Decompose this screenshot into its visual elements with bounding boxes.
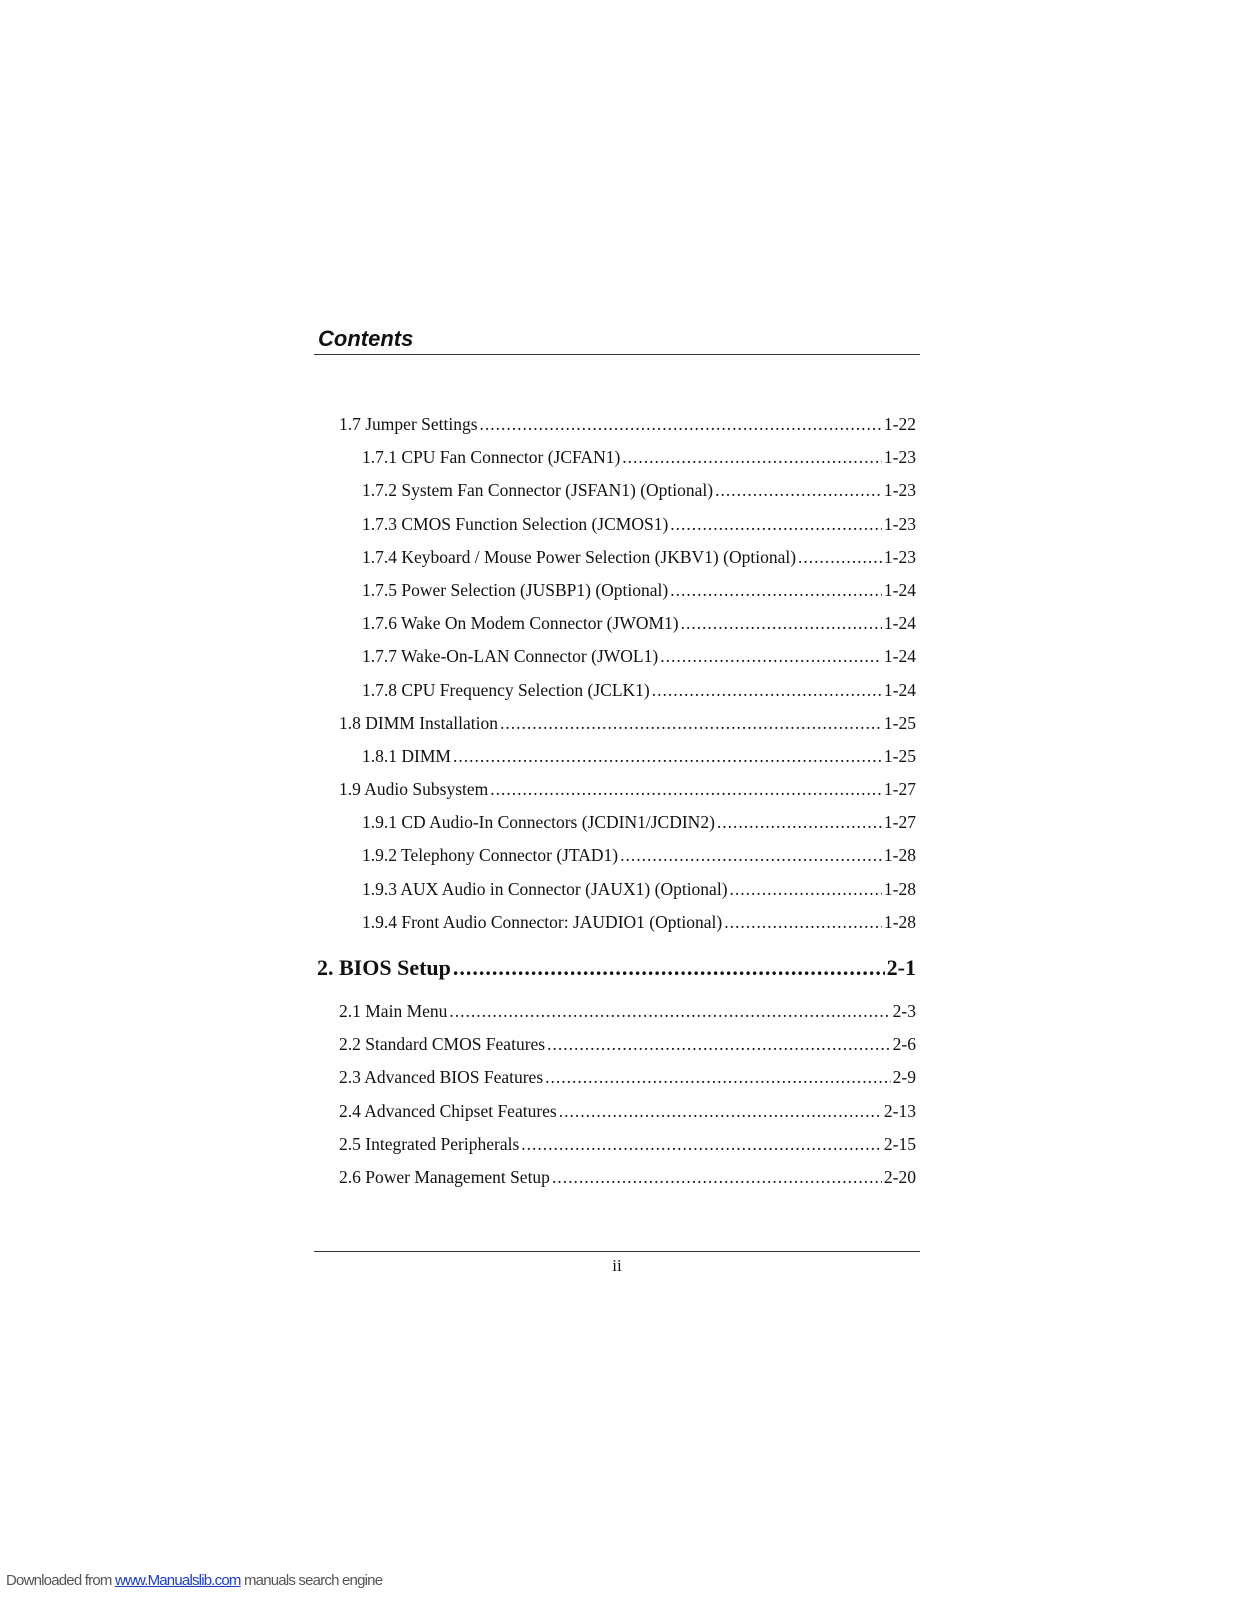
toc-entry[interactable] [314, 713, 920, 746]
header-divider [314, 354, 920, 355]
toc-entry-label: 2.3 Advanced BIOS Features [339, 1067, 544, 1088]
toc-entry-label: 1.9.2 Telephony Connector (JTAD1) [362, 845, 619, 866]
toc-entry-page: 2-13 [883, 1100, 916, 1121]
toc-leader-dots [798, 547, 882, 568]
toc-entry-label: 1.8.1 DIMM [362, 745, 451, 766]
toc-entry-label: 2.6 Power Management Setup [339, 1166, 550, 1187]
toc-entry-label: 1.8 DIMM Installation [339, 712, 498, 733]
toc-leader-dots [652, 680, 882, 701]
toc-leader-dots [490, 779, 882, 800]
toc-leader-dots [670, 514, 882, 535]
toc-entry-label: 2.4 Advanced Chipset Features [339, 1100, 557, 1121]
toc-leader-dots [717, 812, 882, 833]
toc-entry-page: 2-6 [892, 1034, 916, 1055]
toc-entry-page: 1-23 [883, 447, 916, 468]
toc-entry-label: 1.7.7 Wake-On-LAN Connector (JWOL1) [362, 646, 659, 667]
manualslib-link[interactable]: www.Manualslib.com [114, 1572, 241, 1589]
toc-leader-dots [715, 480, 882, 501]
toc-entry[interactable] [314, 1001, 920, 1034]
toc-entry-page: 1-25 [883, 745, 916, 766]
toc-entry-page: 1-23 [883, 480, 916, 501]
table-of-contents [314, 414, 920, 1200]
toc-entry-label: 1.9.4 Front Audio Connector: JAUDIO1 (Optional) [362, 911, 723, 932]
footer-divider [314, 1251, 920, 1252]
toc-entry-page: 1-27 [883, 812, 916, 833]
toc-leader-dots [453, 955, 885, 981]
toc-entry-page: 2-1 [886, 955, 916, 980]
toc-entry[interactable] [314, 879, 920, 912]
toc-entry[interactable] [314, 1167, 920, 1200]
toc-entry[interactable] [314, 1067, 920, 1100]
toc-entry-page: 1-23 [883, 546, 916, 567]
toc-leader-dots [681, 613, 882, 634]
watermark-prefix: Downloaded from [6, 1572, 115, 1589]
toc-leader-dots [724, 912, 882, 933]
toc-entry-page: 1-28 [883, 911, 916, 932]
toc-entry-page: 1-24 [883, 679, 916, 700]
toc-entry[interactable] [314, 779, 920, 812]
toc-entry[interactable] [314, 447, 920, 480]
toc-entry-label: 1.9.1 CD Audio-In Connectors (JCDIN1/JCDIN2) [362, 812, 715, 833]
toc-entry[interactable] [314, 514, 920, 547]
toc-leader-dots [521, 1134, 882, 1155]
toc-entry[interactable] [314, 547, 920, 580]
toc-entry[interactable] [314, 646, 920, 679]
toc-entry-page: 1-28 [883, 878, 916, 899]
page-number: ii [612, 1256, 622, 1275]
toc-entry-page: 1-28 [883, 845, 916, 866]
toc-entry[interactable] [314, 1134, 920, 1167]
toc-leader-dots [449, 1001, 890, 1022]
toc-entry-page: 1-24 [883, 646, 916, 667]
toc-entry[interactable] [314, 812, 920, 845]
toc-entry-page: 1-24 [883, 579, 916, 600]
toc-entry-label: 2.1 Main Menu [339, 1001, 448, 1021]
toc-leader-dots [480, 414, 882, 435]
toc-leader-dots [559, 1101, 882, 1122]
toc-leader-dots [545, 1067, 891, 1088]
download-watermark [6, 1572, 382, 1589]
toc-entry[interactable] [314, 746, 920, 779]
toc-entry[interactable] [314, 1101, 920, 1134]
toc-entry-page: 1-22 [883, 414, 916, 434]
toc-leader-dots [622, 447, 882, 468]
toc-entry-page: 2-3 [892, 1001, 916, 1021]
toc-leader-dots [670, 580, 882, 601]
toc-entry[interactable] [314, 1034, 920, 1067]
toc-entry-label: 2. BIOS Setup [317, 955, 451, 980]
toc-entry-label: 1.7.6 Wake On Modem Connector (JWOM1) [362, 613, 679, 634]
toc-entry-label: 1.7.3 CMOS Function Selection (JCMOS1) [362, 513, 669, 534]
toc-entry[interactable] [314, 613, 920, 646]
toc-chapter-entry[interactable] [314, 945, 920, 1001]
toc-entry-page: 1-24 [883, 613, 916, 634]
toc-leader-dots [500, 713, 882, 734]
toc-entry-label: 2.5 Integrated Peripherals [339, 1133, 520, 1154]
toc-leader-dots [620, 845, 882, 866]
toc-leader-dots [552, 1167, 882, 1188]
toc-entry-label: 1.7 Jumper Settings [339, 414, 478, 434]
toc-entry-label: 1.7.8 CPU Frequency Selection (JCLK1) [362, 679, 650, 700]
toc-entry-page: 1-23 [883, 513, 916, 534]
toc-entry-label: 1.9 Audio Subsystem [339, 779, 489, 800]
toc-entry[interactable] [314, 912, 920, 945]
toc-entry[interactable] [314, 480, 920, 513]
toc-entry-label: 1.7.5 Power Selection (JUSBP1) (Optional) [362, 579, 669, 600]
toc-entry-page: 2-15 [883, 1133, 916, 1154]
toc-entry-page: 2-9 [892, 1067, 916, 1088]
toc-leader-dots [547, 1034, 891, 1055]
toc-entry-label: 1.7.4 Keyboard / Mouse Power Selection (JKBV1) (Optional) [362, 546, 797, 567]
toc-leader-dots [453, 746, 882, 767]
toc-entry-page: 1-25 [883, 712, 916, 733]
page-title: Contents [318, 326, 414, 351]
toc-entry[interactable] [314, 680, 920, 713]
toc-entry-page: 1-27 [883, 779, 916, 800]
toc-leader-dots [730, 879, 882, 900]
watermark-suffix: manuals search engine [240, 1572, 383, 1589]
toc-entry-label: 1.9.3 AUX Audio in Connector (JAUX1) (Optional) [362, 878, 728, 899]
toc-entry[interactable] [314, 414, 920, 447]
toc-entry-label: 2.2 Standard CMOS Features [339, 1034, 546, 1055]
toc-entry[interactable] [314, 845, 920, 878]
toc-leader-dots [660, 646, 882, 667]
toc-entry-label: 1.7.2 System Fan Connector (JSFAN1) (Optional) [362, 480, 714, 501]
toc-entry-page: 2-20 [883, 1166, 916, 1187]
toc-entry-label: 1.7.1 CPU Fan Connector (JCFAN1) [362, 447, 621, 468]
toc-entry[interactable] [314, 580, 920, 613]
